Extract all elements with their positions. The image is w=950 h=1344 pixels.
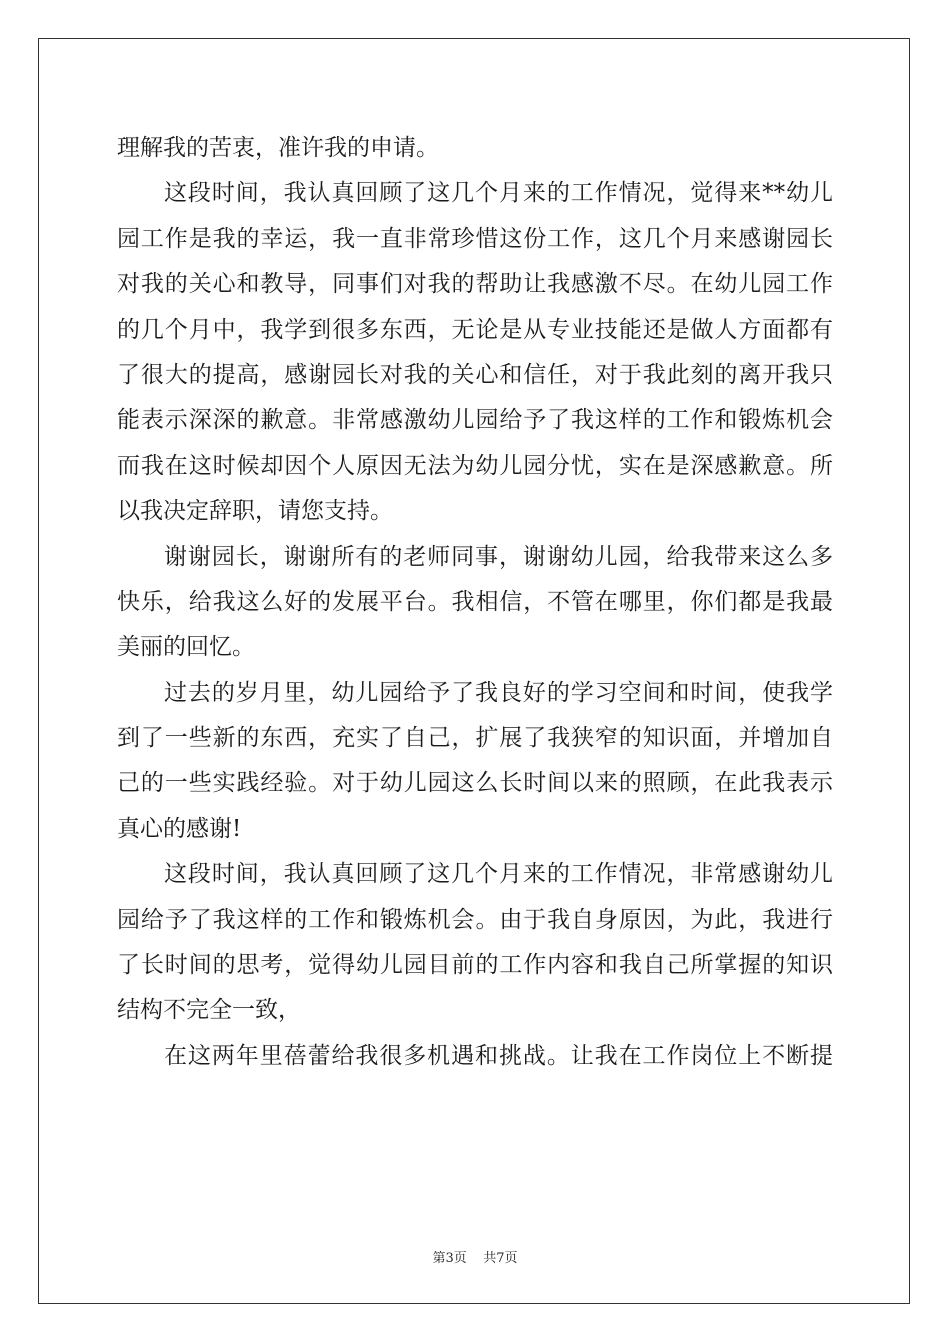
text-line: 园工作是我的幸运，我一直非常珍惜这份工作，这几个月来感谢园长 bbox=[117, 225, 833, 252]
text-line: 而我在这时候却因个人原因无法为幼儿园分忧，实在是深感歉意。所 bbox=[117, 452, 833, 479]
text-line: 在这两年里蓓蕾给我很多机遇和挑战。让我在工作岗位上不断提 bbox=[164, 1042, 833, 1069]
text-line: 己的一些实践经验。对于幼儿园这么长时间以来的照顾，在此我表示 bbox=[117, 770, 833, 797]
text-line: 理解我的苦衷，准许我的申请。 bbox=[117, 135, 439, 161]
text-line: 以我决定辞职，请您支持。 bbox=[117, 498, 393, 525]
text-line: 美丽的回忆。 bbox=[117, 634, 255, 661]
text-line: 这段时间，我认真回顾了这几个月来的工作情况，觉得来**幼儿 bbox=[164, 180, 833, 207]
text-line: 园给予了我这样的工作和锻炼机会。由于我自身原因，为此，我进行 bbox=[117, 906, 833, 933]
text-line: 了长时间的思考，觉得幼儿园目前的工作内容和我自己所掌握的知识 bbox=[117, 952, 833, 979]
document-body bbox=[117, 126, 833, 1079]
page-total: 共7页 bbox=[483, 1251, 518, 1266]
text-line: 谢谢园长，谢谢所有的老师同事，谢谢幼儿园，给我带来这么多 bbox=[164, 543, 833, 570]
text-line: 过去的岁月里，幼儿园给予了我良好的学习空间和时间，使我学 bbox=[164, 679, 833, 706]
text-line: 的几个月中，我学到很多东西，无论是从专业技能还是做人方面都有 bbox=[117, 316, 833, 343]
page-footer bbox=[0, 1247, 950, 1266]
text-line: 对我的关心和教导，同事们对我的帮助让我感激不尽。在幼儿园工作 bbox=[117, 271, 833, 298]
text-line: 快乐，给我这么好的发展平台。我相信，不管在哪里，你们都是我最 bbox=[117, 588, 833, 615]
text-line: 到了一些新的东西，充实了自己，扩展了我狭窄的知识面，并增加自 bbox=[117, 725, 833, 752]
page-number: 第3页 bbox=[432, 1251, 467, 1266]
text-line: 能表示深深的歉意。非常感激幼儿园给予了我这样的工作和锻炼机会 bbox=[117, 407, 833, 434]
text-line: 了很大的提高，感谢园长对我的关心和信任，对于我此刻的离开我只 bbox=[117, 361, 833, 388]
text-line: 真心的感谢! bbox=[117, 815, 242, 842]
text-line: 这段时间，我认真回顾了这几个月来的工作情况，非常感谢幼儿 bbox=[164, 861, 833, 888]
text-line: 结构不完全一致， bbox=[117, 997, 301, 1024]
